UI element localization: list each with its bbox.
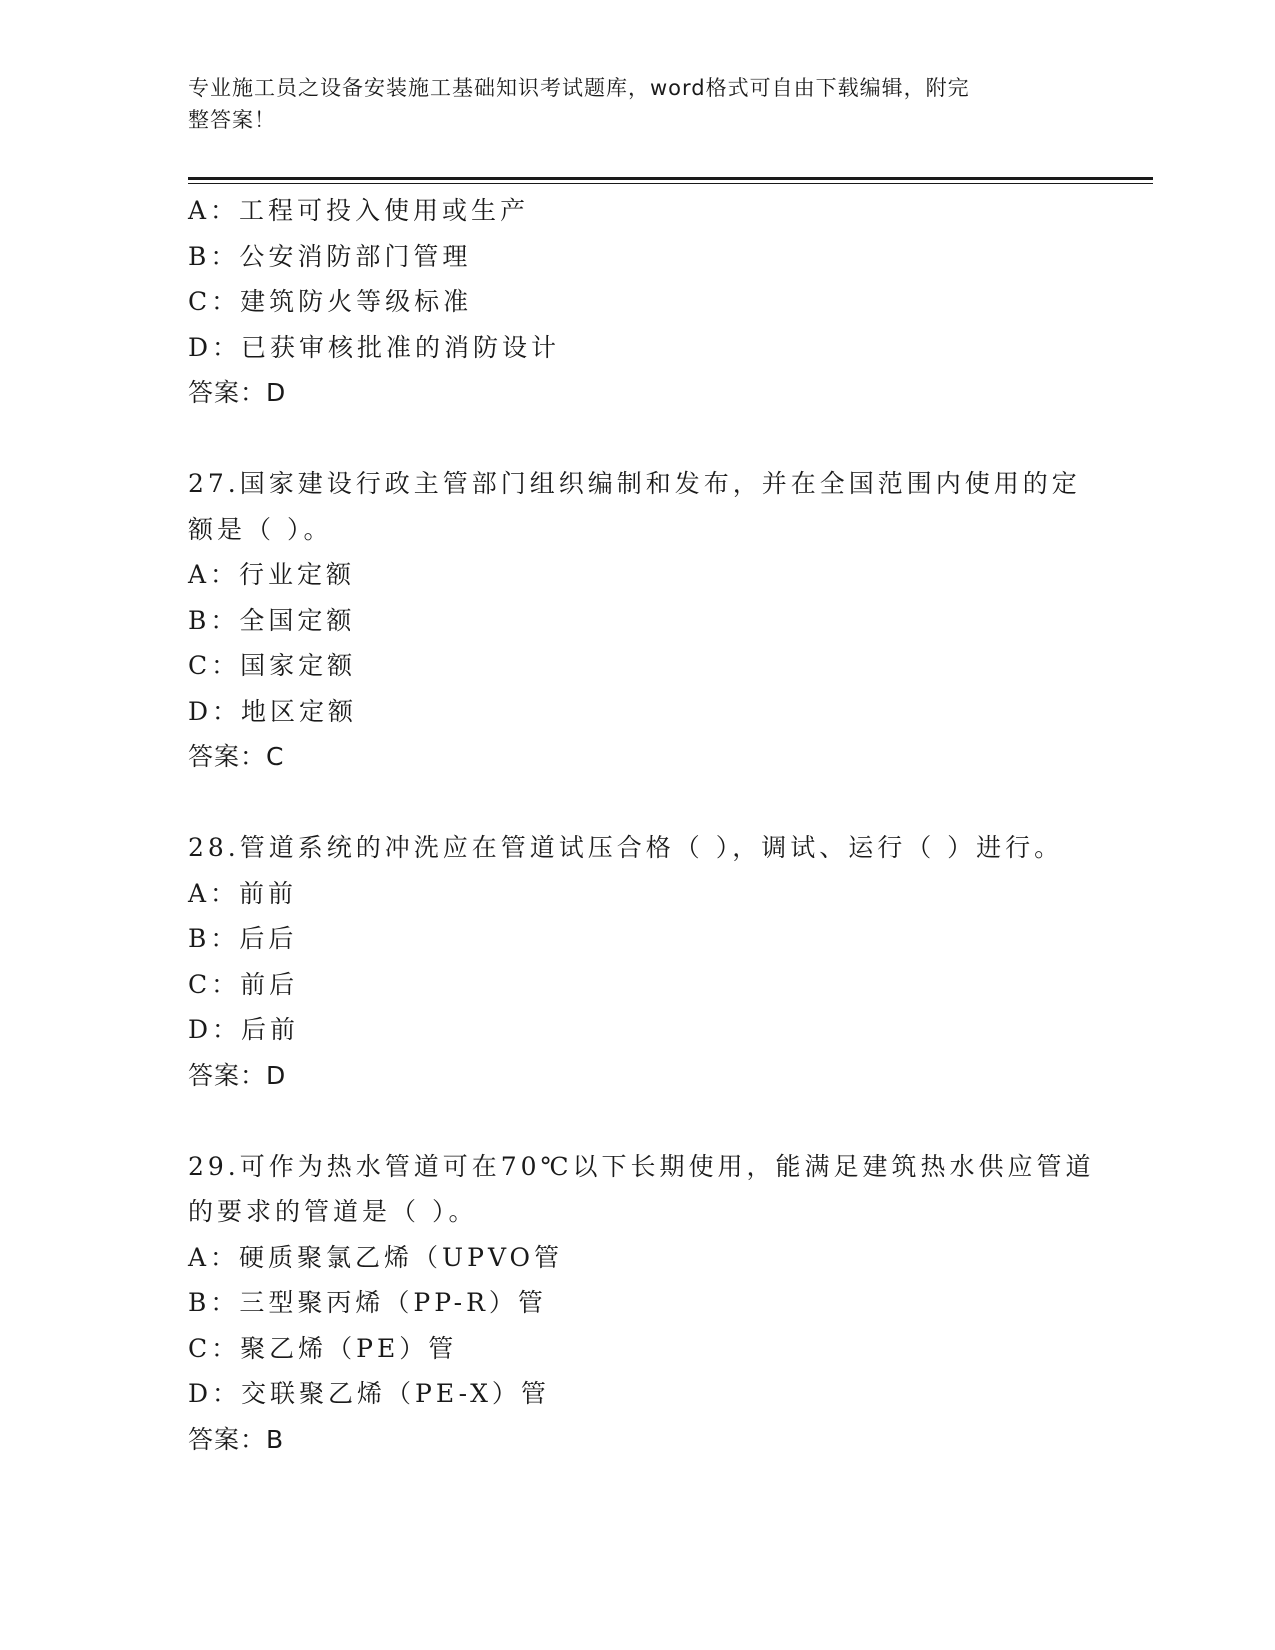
option-d: D：地区定额 — [188, 696, 358, 726]
answer-line: 答案：D — [188, 378, 287, 407]
option-b: B：公安消防部门管理 — [188, 241, 472, 271]
question-stem-line-1: 27.国家建设行政主管部门组织编制和发布，并在全国范围内使用的定 — [188, 469, 1081, 498]
header-line-1: 专业施工员之设备安装施工基础知识考试题库，word格式可自由下载编辑，附完 — [188, 76, 970, 100]
answer-line: 答案：D — [188, 1060, 287, 1090]
option-a: A：前前 — [188, 878, 298, 908]
question-stem-line-2: 的要求的管道是（ ）。 — [188, 1197, 478, 1226]
header-divider-thick — [188, 177, 1153, 180]
option-c: C：建筑防火等级标准 — [188, 287, 473, 316]
option-a: A：硬质聚氯乙烯（UPVO管 — [188, 1242, 564, 1272]
question-stem-line-1: 28.管道系统的冲洗应在管道试压合格（ ），调试、运行（ ）进行。 — [188, 833, 1064, 862]
option-b: B：全国定额 — [188, 605, 356, 635]
option-c: C：聚乙烯（PE）管 — [188, 1333, 458, 1363]
question-stem-line-1: 29.可作为热水管道可在70℃以下长期使用，能满足建筑热水供应管道 — [188, 1151, 1095, 1181]
answer-line: 答案：C — [188, 742, 285, 771]
document-header — [188, 72, 1088, 136]
option-a: A：工程可投入使用或生产 — [188, 196, 530, 225]
question-28 — [188, 825, 1088, 1098]
option-d: D：已获审核批准的消防设计 — [188, 332, 561, 362]
option-a: A：行业定额 — [188, 560, 356, 589]
question-27 — [188, 461, 1088, 780]
option-b: B：后后 — [188, 924, 298, 953]
spacer — [188, 780, 1088, 826]
option-c: C：国家定额 — [188, 651, 357, 680]
question-26 — [188, 188, 1088, 416]
option-b: B：三型聚丙烯（PP-R）管 — [188, 1288, 547, 1317]
answer-line: 答案：B — [188, 1424, 285, 1454]
option-c: C：前后 — [188, 969, 299, 999]
option-d: D：交联聚乙烯（PE-X）管 — [188, 1379, 550, 1408]
question-list — [188, 188, 1095, 1462]
header-line-2: 整答案！ — [188, 108, 276, 132]
spacer — [188, 416, 1088, 462]
option-d: D：后前 — [188, 1015, 300, 1044]
spacer — [188, 1098, 1088, 1144]
question-stem-line-2: 额是（ ）。 — [188, 514, 333, 544]
question-29 — [188, 1144, 1095, 1463]
header-divider-thin — [188, 183, 1153, 184]
